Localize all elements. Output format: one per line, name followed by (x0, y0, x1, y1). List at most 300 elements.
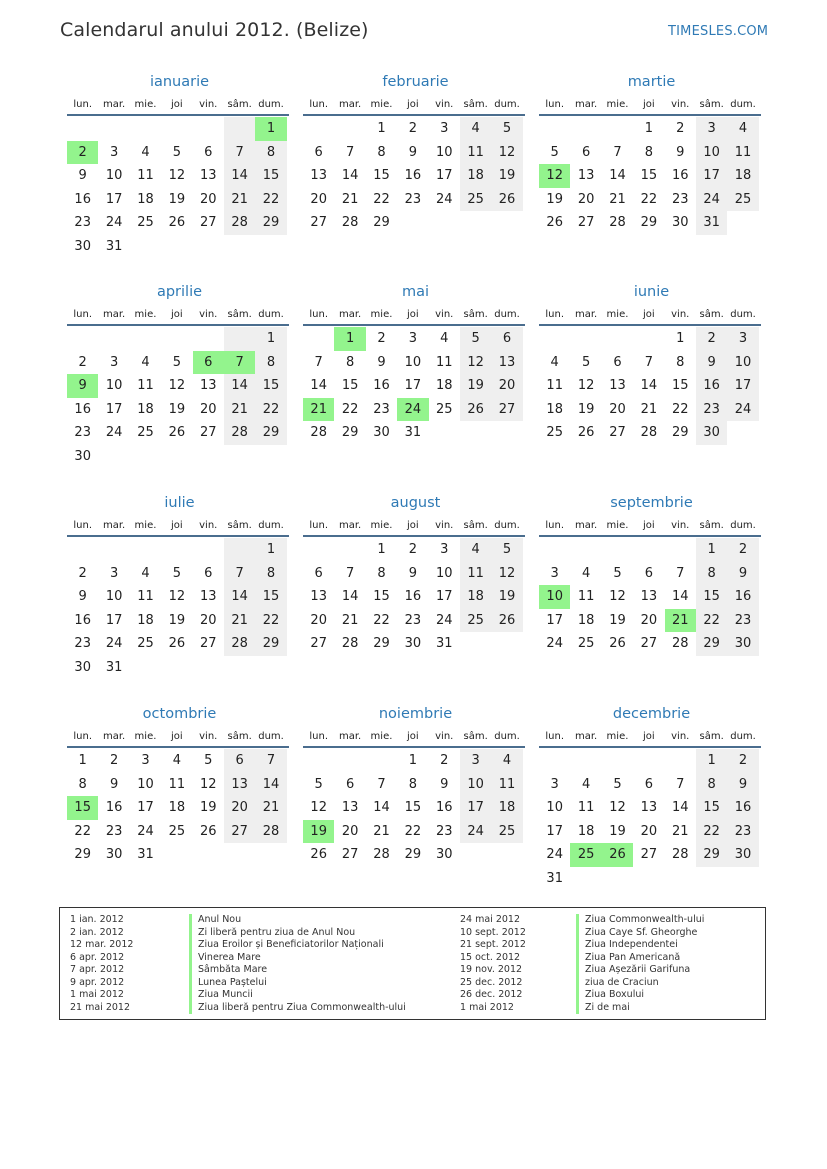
day-cell: 27 (310, 215, 327, 231)
day-cell: 26 (491, 188, 522, 212)
holiday-day-cell: 10 (539, 585, 570, 609)
holiday-name: Sâmbăta Mare (189, 964, 267, 977)
month-name: februarie (382, 74, 449, 90)
weekday-label: lun. (545, 520, 565, 531)
holiday-date: 26 dec. 2012 (460, 989, 523, 1000)
holiday-name: Zi de mai (576, 1002, 630, 1015)
day-cell: 24 (460, 820, 491, 844)
empty-cell (67, 327, 98, 351)
day-cell: 10 (404, 354, 422, 370)
day-cell: 6 (644, 776, 653, 792)
day-cell: 12 (168, 378, 186, 394)
month-name: august (390, 495, 441, 511)
day-cell: 3 (109, 565, 119, 581)
day-cell: 26 (546, 215, 563, 231)
holiday-name: Zi liberă pentru ziua de Anul Nou (189, 927, 355, 940)
month-block (67, 704, 289, 867)
day-cell: 20 (640, 823, 658, 839)
day-cell: 29 (640, 215, 658, 231)
weekday-header (539, 517, 761, 537)
weekday-label: sâm. (463, 309, 488, 320)
day-cell: 20 (310, 191, 327, 207)
day-cell: 30 (696, 421, 727, 445)
weekday-label: sâm. (463, 731, 488, 742)
holiday-date: 10 sept. 2012 (460, 926, 526, 938)
day-cell: 23 (727, 609, 758, 633)
holiday-day-cell: 1 (334, 327, 365, 351)
holiday-date: 21 sept. 2012 (460, 939, 526, 950)
weekday-label: joi (643, 99, 655, 110)
day-cell: 18 (435, 378, 453, 394)
day-cell: 27 (491, 398, 522, 422)
day-cell: 20 (199, 191, 217, 207)
holiday-date: 1 ian. 2012 (70, 914, 124, 925)
day-grid (539, 327, 761, 445)
day-cell: 8 (696, 773, 727, 797)
holiday-name: Ziua Commonwealth-ului (576, 914, 704, 927)
day-cell: 7 (224, 562, 255, 586)
day-cell: 25 (137, 636, 154, 652)
day-cell: 6 (613, 354, 622, 370)
day-cell: 26 (609, 636, 626, 652)
day-cell: 26 (460, 398, 491, 422)
day-cell: 4 (581, 776, 591, 792)
day-cell: 24 (435, 612, 453, 628)
day-cell: 29 (696, 843, 727, 867)
weekday-label: lun. (309, 99, 329, 110)
day-cell: 4 (581, 565, 591, 581)
day-cell: 8 (78, 776, 87, 792)
holiday-day-cell: 15 (67, 796, 98, 820)
empty-cell (539, 749, 570, 773)
day-cell: 6 (224, 749, 255, 773)
holiday-name: Ziua Eroilor și Beneficiatorilor Naționali (189, 939, 384, 952)
weekday-header (67, 306, 289, 326)
empty-cell (161, 327, 192, 351)
day-cell: 27 (199, 425, 217, 441)
weekday-label: vin. (671, 309, 690, 320)
day-cell: 29 (404, 847, 422, 863)
holiday-date: 12 mar. 2012 (70, 939, 134, 950)
holiday-date: 2 ian. 2012 (70, 926, 124, 938)
day-cell: 15 (696, 796, 727, 820)
day-cell: 28 (224, 421, 255, 445)
weekday-header (303, 728, 525, 748)
day-cell: 18 (137, 191, 154, 207)
day-cell: 23 (373, 401, 390, 417)
day-cell: 6 (204, 565, 213, 581)
day-cell: 9 (109, 776, 119, 792)
weekday-label: joi (171, 99, 183, 110)
day-cell: 2 (727, 538, 758, 562)
day-cell: 20 (609, 401, 626, 417)
day-grid (303, 538, 525, 656)
day-cell: 24 (105, 215, 123, 231)
day-cell: 19 (199, 800, 217, 816)
day-cell: 14 (671, 589, 689, 605)
weekday-label: dum. (258, 99, 284, 110)
empty-cell (130, 538, 161, 562)
day-cell: 18 (137, 612, 154, 628)
day-cell: 21 (341, 191, 359, 207)
day-cell: 14 (341, 168, 359, 184)
day-cell: 9 (408, 565, 417, 581)
empty-cell (570, 538, 601, 562)
day-cell: 21 (671, 823, 689, 839)
day-cell: 8 (377, 565, 386, 581)
holiday-date: 6 apr. 2012 (70, 951, 125, 963)
month-name: iunie (633, 284, 670, 300)
day-cell: 13 (310, 168, 327, 184)
day-cell: 17 (404, 378, 422, 394)
day-cell: 18 (577, 823, 595, 839)
day-cell: 11 (460, 141, 491, 165)
weekday-label: dum. (258, 309, 284, 320)
day-cell: 19 (609, 823, 626, 839)
weekday-label: dum. (494, 731, 520, 742)
day-cell: 19 (168, 191, 186, 207)
day-cell: 3 (696, 117, 727, 141)
empty-cell (224, 327, 255, 351)
day-cell: 14 (640, 378, 658, 394)
weekday-label: lun. (545, 309, 565, 320)
day-cell: 1 (676, 331, 685, 346)
empty-cell (334, 749, 365, 773)
day-grid (67, 117, 289, 259)
day-cell: 11 (137, 168, 154, 184)
weekday-label: mar. (102, 520, 126, 531)
day-cell: 2 (78, 565, 87, 581)
day-cell: 6 (204, 144, 213, 160)
weekday-header (539, 306, 761, 326)
weekday-label: joi (407, 309, 419, 320)
day-cell: 2 (109, 753, 119, 768)
day-cell: 28 (671, 636, 689, 652)
empty-cell (539, 538, 570, 562)
day-cell: 25 (577, 636, 595, 652)
day-cell: 30 (74, 659, 91, 675)
day-cell: 20 (310, 612, 327, 628)
weekday-label: mie. (606, 520, 629, 531)
day-cell: 18 (460, 164, 491, 188)
day-cell: 16 (74, 401, 91, 417)
holiday-day-cell: 1 (255, 117, 286, 141)
weekday-header (303, 306, 525, 326)
weekday-label: vin. (671, 99, 690, 110)
day-cell: 19 (491, 164, 522, 188)
weekday-label: lun. (309, 731, 329, 742)
day-cell: 15 (255, 585, 286, 609)
weekday-header (67, 517, 289, 537)
empty-cell (98, 538, 129, 562)
day-cell: 1 (408, 753, 417, 768)
day-cell: 6 (581, 144, 591, 160)
day-cell: 22 (373, 612, 390, 628)
day-cell: 11 (491, 773, 522, 797)
weekday-label: vin. (435, 731, 454, 742)
day-cell: 22 (696, 609, 727, 633)
day-cell: 10 (435, 144, 453, 160)
holiday-name: Ziua Caye Sf. Gheorghe (576, 927, 697, 940)
day-cell: 30 (74, 238, 91, 254)
day-cell: 9 (78, 589, 87, 605)
day-grid (539, 117, 761, 235)
day-cell: 19 (577, 401, 595, 417)
empty-cell (602, 327, 633, 351)
day-cell: 4 (727, 117, 758, 141)
empty-cell (67, 538, 98, 562)
day-cell: 7 (255, 749, 286, 773)
day-cell: 28 (255, 820, 286, 844)
weekday-label: lun. (309, 520, 329, 531)
day-cell: 24 (546, 636, 563, 652)
day-cell: 16 (74, 612, 91, 628)
holiday-date: 19 nov. 2012 (460, 964, 523, 975)
day-cell: 14 (224, 164, 255, 188)
weekday-label: joi (643, 731, 655, 742)
weekday-label: sâm. (699, 99, 724, 110)
day-cell: 25 (137, 425, 154, 441)
holiday-date: 21 mai 2012 (70, 1001, 131, 1013)
day-cell: 12 (609, 800, 626, 816)
holiday-day-cell: 9 (67, 374, 98, 398)
day-cell: 16 (74, 191, 91, 207)
day-cell: 16 (727, 585, 758, 609)
day-cell: 15 (640, 168, 658, 184)
day-grid (67, 327, 289, 469)
day-cell: 30 (727, 843, 758, 867)
day-cell: 6 (314, 144, 323, 160)
weekday-label: dum. (730, 309, 756, 320)
day-cell: 7 (676, 776, 685, 792)
day-cell: 28 (224, 211, 255, 235)
day-cell: 23 (696, 398, 727, 422)
weekday-label: joi (407, 520, 419, 531)
holiday-name: Vinerea Mare (189, 952, 261, 965)
empty-cell (334, 538, 365, 562)
day-cell: 10 (435, 565, 453, 581)
day-cell: 12 (577, 378, 595, 394)
day-cell: 27 (199, 636, 217, 652)
day-cell: 16 (435, 800, 453, 816)
weekday-label: mie. (134, 520, 157, 531)
day-cell: 24 (727, 398, 758, 422)
day-cell: 26 (199, 823, 217, 839)
day-cell: 12 (199, 776, 217, 792)
day-cell: 1 (696, 749, 727, 773)
month-name: martie (627, 74, 676, 90)
day-cell: 11 (577, 589, 595, 605)
weekday-label: joi (171, 731, 183, 742)
day-cell: 5 (613, 565, 622, 581)
day-cell: 26 (491, 609, 522, 633)
day-cell: 11 (435, 354, 453, 370)
day-cell: 9 (727, 773, 758, 797)
day-cell: 27 (640, 847, 658, 863)
month-name: noiembrie (378, 706, 453, 722)
day-cell: 29 (255, 632, 286, 656)
day-cell: 8 (255, 141, 286, 165)
day-cell: 10 (105, 589, 123, 605)
day-cell: 5 (550, 144, 559, 160)
day-cell: 22 (255, 609, 286, 633)
weekday-label: dum. (494, 520, 520, 531)
day-cell: 20 (199, 612, 217, 628)
day-cell: 31 (404, 425, 422, 441)
day-cell: 19 (168, 612, 186, 628)
day-cell: 7 (644, 354, 653, 370)
day-cell: 13 (224, 773, 255, 797)
holiday-day-cell: 26 (602, 843, 633, 867)
day-cell: 9 (377, 354, 386, 370)
day-cell: 27 (577, 215, 595, 231)
day-cell: 24 (696, 188, 727, 212)
day-cell: 2 (696, 327, 727, 351)
weekday-label: mar. (338, 309, 362, 320)
empty-cell (303, 117, 334, 141)
day-cell: 10 (546, 800, 563, 816)
holiday-date: 24 mai 2012 (460, 914, 521, 925)
day-cell: 4 (172, 753, 181, 768)
day-cell: 8 (644, 144, 653, 160)
weekday-header (67, 96, 289, 116)
day-cell: 25 (168, 823, 186, 839)
empty-cell (130, 327, 161, 351)
weekday-label: lun. (73, 731, 93, 742)
empty-cell (161, 117, 192, 141)
day-cell: 2 (440, 753, 449, 768)
weekday-label: mar. (574, 520, 598, 531)
holiday-day-cell: 7 (224, 351, 255, 375)
day-cell: 1 (78, 753, 87, 768)
empty-cell (539, 327, 570, 351)
day-cell: 17 (435, 589, 453, 605)
month-name: septembrie (610, 495, 693, 511)
day-cell: 12 (310, 800, 327, 816)
weekday-label: sâm. (227, 520, 252, 531)
empty-cell (602, 538, 633, 562)
day-cell: 12 (460, 351, 491, 375)
day-cell: 26 (168, 215, 186, 231)
day-cell: 21 (224, 609, 255, 633)
month-block (303, 282, 525, 445)
empty-cell (633, 538, 664, 562)
day-cell: 15 (341, 378, 359, 394)
day-cell: 17 (546, 612, 563, 628)
day-cell: 7 (224, 141, 255, 165)
day-cell: 15 (696, 585, 727, 609)
empty-cell (193, 538, 224, 562)
day-cell: 27 (199, 215, 217, 231)
day-cell: 8 (345, 354, 355, 370)
day-cell: 5 (172, 565, 181, 581)
day-cell: 15 (373, 589, 390, 605)
weekday-label: sâm. (699, 309, 724, 320)
empty-cell (334, 117, 365, 141)
day-cell: 8 (255, 351, 286, 375)
day-cell: 31 (546, 870, 563, 886)
day-cell: 16 (671, 168, 689, 184)
holiday-day-cell: 6 (193, 351, 224, 375)
day-cell: 28 (373, 847, 390, 863)
day-cell: 1 (696, 538, 727, 562)
holiday-name: ziua de Craciun (576, 977, 659, 990)
day-cell: 13 (491, 351, 522, 375)
month-name: ianuarie (149, 74, 210, 90)
day-cell: 25 (137, 215, 154, 231)
day-cell: 5 (581, 354, 591, 370)
day-cell: 10 (137, 776, 154, 792)
empty-cell (98, 327, 129, 351)
weekday-header (539, 96, 761, 116)
day-cell: 19 (491, 585, 522, 609)
weekday-label: dum. (494, 99, 520, 110)
day-cell: 3 (109, 354, 119, 370)
day-cell: 1 (255, 327, 286, 351)
weekday-label: mie. (370, 309, 393, 320)
day-cell: 6 (491, 327, 522, 351)
empty-cell (665, 749, 696, 773)
day-cell: 30 (404, 636, 422, 652)
weekday-label: mar. (338, 520, 362, 531)
day-cell: 5 (314, 776, 323, 792)
weekday-label: vin. (199, 309, 218, 320)
day-cell: 10 (727, 351, 758, 375)
day-cell: 3 (109, 144, 119, 160)
day-cell: 27 (341, 847, 359, 863)
empty-cell (570, 749, 601, 773)
weekday-label: mie. (606, 99, 629, 110)
day-cell: 14 (671, 800, 689, 816)
day-cell: 3 (727, 327, 758, 351)
day-cell: 17 (546, 823, 563, 839)
day-cell: 11 (460, 562, 491, 586)
holiday-name: Ziua Boxului (576, 989, 644, 1002)
day-cell: 16 (727, 796, 758, 820)
day-cell: 1 (377, 121, 386, 136)
day-cell: 4 (440, 331, 449, 346)
weekday-label: mie. (134, 99, 157, 110)
site-brand-link[interactable]: TIMESLES.COM (668, 24, 769, 39)
day-cell: 4 (141, 354, 150, 370)
day-cell: 25 (491, 820, 522, 844)
day-cell: 13 (640, 589, 658, 605)
day-cell: 30 (435, 847, 453, 863)
day-cell: 30 (373, 425, 390, 441)
weekday-label: dum. (730, 520, 756, 531)
day-cell: 20 (491, 374, 522, 398)
day-cell: 17 (727, 374, 758, 398)
day-cell: 1 (644, 121, 653, 136)
day-cell: 3 (460, 749, 491, 773)
weekday-label: joi (643, 309, 655, 320)
day-cell: 20 (577, 191, 595, 207)
day-cell: 28 (310, 425, 327, 441)
day-cell: 15 (404, 800, 422, 816)
day-cell: 3 (550, 776, 559, 792)
day-cell: 23 (727, 820, 758, 844)
day-cell: 26 (168, 636, 186, 652)
empty-cell (633, 749, 664, 773)
month-name: mai (401, 284, 430, 300)
weekday-label: mie. (134, 731, 157, 742)
day-cell: 7 (345, 144, 355, 160)
day-cell: 22 (640, 191, 658, 207)
day-cell: 8 (377, 144, 386, 160)
day-cell: 29 (373, 215, 390, 231)
weekday-label: vin. (199, 731, 218, 742)
day-cell: 25 (546, 425, 563, 441)
